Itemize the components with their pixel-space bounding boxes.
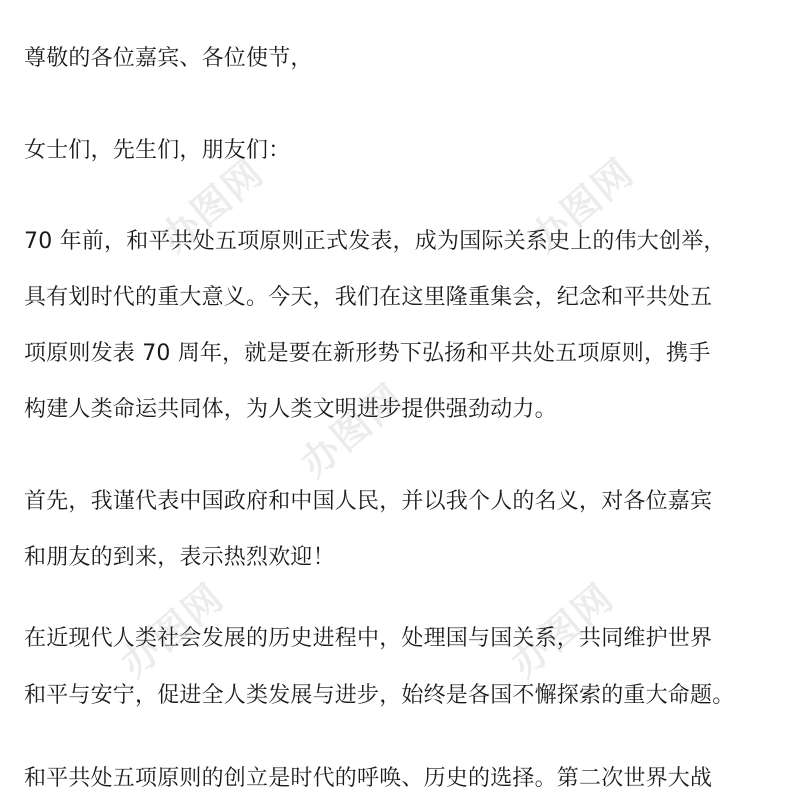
paragraph-line: 项原则发表 70 周年，就是要在新形势下弘扬和平共处五项原则，携手 bbox=[24, 341, 711, 366]
watermark: 办图网 bbox=[112, 574, 233, 686]
paragraph-line: 具有划时代的重大意义。今天，我们在这里隆重集会，纪念和平共处五 bbox=[24, 285, 713, 310]
paragraph-line: 70 年前，和平共处五项原则正式发表，成为国际关系史上的伟大创举， bbox=[24, 229, 726, 254]
paragraph-line: 女士们，先生们，朋友们： bbox=[24, 138, 291, 163]
watermark: 办图网 bbox=[152, 149, 273, 261]
paragraph-line: 和平共处五项原则的创立是时代的呼唤、历史的选择。第二次世界大战 bbox=[24, 766, 713, 791]
watermark: 办图网 bbox=[522, 149, 643, 261]
paragraph-line: 构建人类命运共同体，为人类文明进步提供强劲动力。 bbox=[24, 397, 557, 422]
watermark: 办图网 bbox=[292, 374, 413, 486]
paragraph-line: 首先，我谨代表中国政府和中国人民，并以我个人的名义，对各位嘉宾 bbox=[24, 489, 713, 514]
paragraph-line: 尊敬的各位嘉宾、各位使节， bbox=[24, 46, 313, 71]
watermark: 办图网 bbox=[502, 574, 623, 686]
paragraph-line: 和平与安宁，促进全人类发展与进步，始终是各国不懈探索的重大命题。 bbox=[24, 683, 735, 708]
paragraph-line: 和朋友的到来，表示热烈欢迎！ bbox=[24, 545, 335, 570]
paragraph-line: 在近现代人类社会发展的历史进程中，处理国与国关系，共同维护世界 bbox=[24, 626, 713, 651]
